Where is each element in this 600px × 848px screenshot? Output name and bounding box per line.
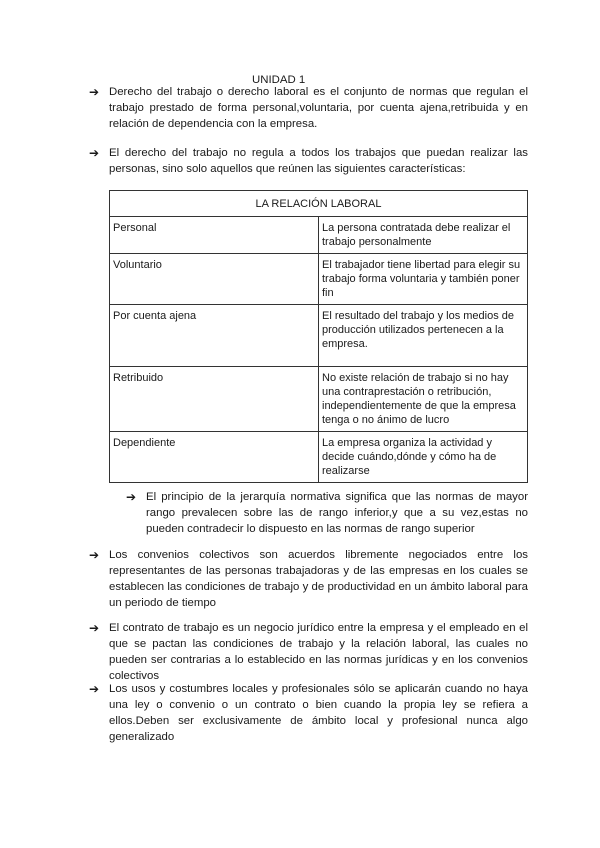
paragraph-convenios bbox=[89, 547, 528, 611]
paragraph-alcance bbox=[89, 145, 528, 177]
relacion-laboral-table bbox=[109, 190, 528, 483]
paragraph-usos bbox=[89, 681, 528, 745]
table-desc: El trabajador tiene libertad para elegir su trabajo forma voluntaria y también poner fin bbox=[319, 254, 528, 305]
table-desc: El resultado del trabajo y los medios de producción utilizados pertenecen a la empresa. bbox=[319, 305, 528, 367]
table-row bbox=[110, 367, 528, 432]
table-term: Por cuenta ajena bbox=[110, 305, 319, 367]
paragraph-text: Los convenios colectivos son acuerdos libremente negociados entre los representantes de las personas trabajadoras y de las empresas en los cuales se establecen las condiciones de trabajo y de productividad en un ámbito laboral para un periodo de tiempo bbox=[109, 549, 528, 609]
paragraph-text: El principio de la jerarquía normativa significa que las normas de mayor rango prevalecen sobre las de rango inferior,y que a su vez,estas no pueden contradecir lo dispuesto en las normas de rango superior bbox=[146, 491, 528, 535]
table-desc: La persona contratada debe realizar el trabajo personalmente bbox=[319, 217, 528, 254]
arrow-bullet-icon: ➔ bbox=[89, 85, 100, 99]
table-term: Personal bbox=[110, 217, 319, 254]
table-term: Retribuido bbox=[110, 367, 319, 432]
table-row bbox=[110, 217, 528, 254]
paragraph-jerarquia bbox=[126, 489, 528, 537]
table-header: LA RELACIÓN LABORAL bbox=[110, 191, 528, 217]
paragraph-text: El contrato de trabajo es un negocio jurídico entre la empresa y el empleado en el que se pactan las condiciones de trabajo y la relación laboral, las cuales no pueden ser contrarias a lo establecido en las normas jurídicas y en los convenios colectivos bbox=[109, 622, 528, 682]
paragraph-contrato bbox=[89, 620, 528, 684]
arrow-bullet-icon: ➔ bbox=[89, 621, 100, 635]
paragraph-text: Los usos y costumbres locales y profesionales sólo se aplicarán cuando no haya una ley o convenio o un contrato o bien cuando la propia ley se refiera a ellos.Deben ser exclusivamente de ámbito local y profesional nunca algo generalizado bbox=[109, 683, 528, 743]
paragraph-text: Derecho del trabajo o derecho laboral es el conjunto de normas que regulan el trabajo prestado de forma personal,voluntaria, por cuenta ajena,retribuida y en relación de dependencia con la empresa. bbox=[109, 86, 528, 130]
paragraph-derecho-del-trabajo bbox=[89, 84, 528, 132]
arrow-bullet-icon: ➔ bbox=[89, 548, 100, 562]
table-row bbox=[110, 432, 528, 483]
table-row bbox=[110, 305, 528, 367]
table-desc: La empresa organiza la actividad y decide cuándo,dónde y cómo ha de realizarse bbox=[319, 432, 528, 483]
table-desc: No existe relación de trabajo si no hay una contraprestación o retribución, independientemente de que la empresa tenga o no ánimo de lucro bbox=[319, 367, 528, 432]
arrow-bullet-icon: ➔ bbox=[89, 682, 100, 696]
page-title: UNIDAD 1 bbox=[252, 74, 306, 86]
table-term: Voluntario bbox=[110, 254, 319, 305]
arrow-bullet-icon: ➔ bbox=[126, 490, 137, 504]
table-row bbox=[110, 254, 528, 305]
table-term: Dependiente bbox=[110, 432, 319, 483]
paragraph-text: El derecho del trabajo no regula a todos los trabajos que puedan realizar las personas, sino solo aquellos que reúnen las siguientes características: bbox=[109, 147, 528, 175]
arrow-bullet-icon: ➔ bbox=[89, 146, 100, 160]
